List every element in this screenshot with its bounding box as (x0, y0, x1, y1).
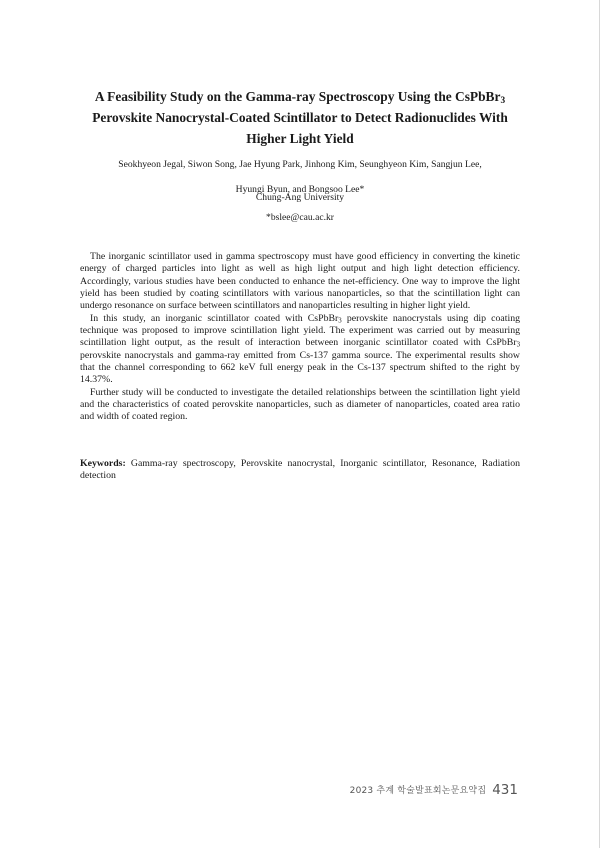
abstract-paragraph-3: Further study will be conducted to investigate the detailed relationships between the scintillation light yield and the characteristics of coated perovskite nanoparticles, such as diameter of nanoparticles, coated area ratio and width of coated region. (80, 386, 520, 423)
page-footer (350, 778, 518, 798)
page-number: 431 (492, 782, 518, 798)
affiliation: Chung-Ang University (255, 192, 345, 203)
corresponding-email: *bslee@cau.ac.kr (266, 212, 334, 223)
title-line-2: Perovskite Nanocrystal-Coated Scintillator to Detect Radionuclides With (92, 110, 508, 125)
title-subscript: 3 (500, 95, 506, 106)
paper-title (60, 86, 540, 149)
authors-line-1: Seokhyeon Jegal, Siwon Song, Jae Hyung Park, Jinhong Kim, Seunghyeon Kim, Sangjun Lee, (118, 159, 482, 170)
p2-part-c: perovskite nanocrystals and gamma-ray emitted from Cs-137 gamma source. The experimental results show that the channel corresponding to 662 keV full energy peak in the Cs-137 spectrum shifted to the right by 14.37%. (80, 349, 520, 386)
journal-name: 2023 추계 학술발표회논문요약집 (349, 786, 487, 796)
keywords-label: Keywords: (80, 458, 126, 469)
keywords-text: Gamma-ray spectroscopy, Perovskite nanocrystal, Inorganic scintillator, Resonance, Radiation detection (80, 458, 520, 482)
abstract-paragraph-1: The inorganic scintillator used in gamma spectroscopy must have good efficiency in converting the kinetic energy of charged particles into light as well as high light output and high light detection efficiency. Accordingly, various studies have been conducted to enhance the net-efficiency. One way to improve the light yield has been studied by coating scintillators with various nanoparticles, so that the scintillation light can undergo resonance on surface between scintillators and nanoparticles resulting in higher light yield. (80, 251, 520, 312)
title-line-1 (60, 86, 540, 107)
p2-part-b: perovskite nanocrystals using dip coating technique was proposed to improve scintillation light yield. The experiment was carried out by measuring scintillation light output, as the result of interaction between inorganic scintillator coated with CsPbBr (80, 312, 520, 349)
p2-subscript-1: 3 (338, 317, 342, 325)
title-line-1-text: A Feasibility Study on the Gamma-ray Spectroscopy Using the CsPbBr (94, 89, 501, 104)
abstract-paragraph-2 (80, 313, 520, 387)
title-line-3: Higher Light Yield (246, 131, 354, 146)
p2-subscript-2: 3 (516, 341, 520, 349)
abstract-body (80, 251, 520, 424)
keywords (80, 458, 520, 483)
authors-line-2: Hyungi Byun, and Bongsoo Lee* (235, 184, 365, 195)
p2-part-a: In this study, an inorganic scintillator coated with CsPbBr (90, 312, 339, 324)
